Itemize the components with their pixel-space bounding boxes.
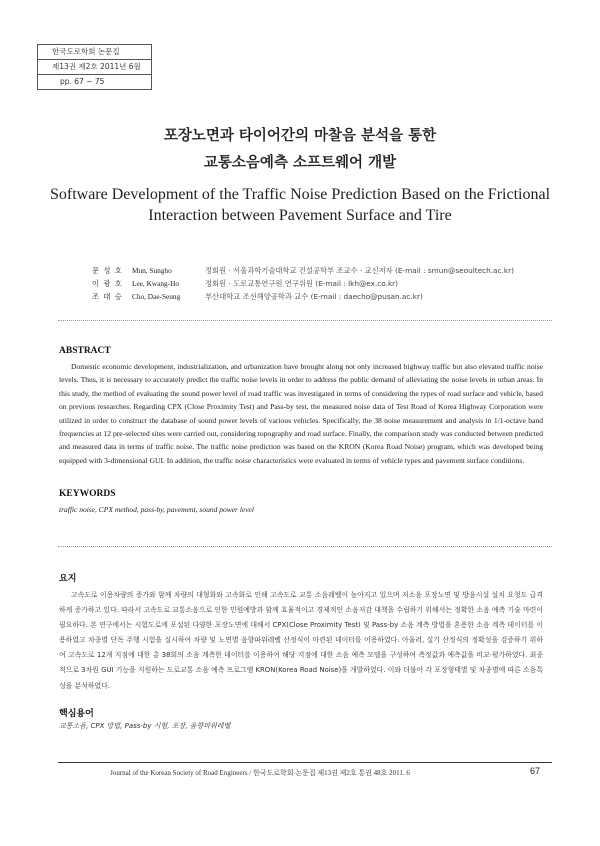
abstract-text: Domestic economic development, industrialization, and urbanization have brought along not only increased highway traffic but also elevated traffic noise levels. Thus, it is necessary to accurately predict the traffic noise levels in order to address the public demand of alleviating the noise levels in urban areas. In this study, the method of evaluating the sound power level of road traffic was investigated in terms of considering the types of road surface and vehicle, based on previous researches. Regarding CPX (Close Proximity Test) and Pass-by test, the measured noise data of Test Road of Korea Highway Corporation were utilized in order to construct the database of sound power levels of various vehicles. Specifically, the 38 noise measurement and analysis in 1/1-octave band frequencies at 12 pre-selected sites were carried out, considering topography and road surface. Finally, the comparison study was conducted between predicted and measured data in terms of traffic noise. The traffic noise prediction was based on the KRON (Korea Road Noise) program, which was developed being equipped with 3-dimensional GUI. In addition, the traffic noise characteristics were evaluated in terms of vehicle types and pavement surface conditions. <box>59 362 543 465</box>
title-english-line1: Software Development of the Traffic Noise Prediction Based on the Frictional <box>49 186 551 203</box>
title-korean-line1: 포장노면과 타이어간의 마찰음 분석을 통한 <box>163 128 437 144</box>
author-name-ko: 조 대 승 <box>92 292 123 301</box>
page-number: 67 <box>530 766 541 776</box>
author-affiliation: 정회원 · 서울과학기술대학교 건설공학부 조교수 · 교신저자 (E-mail : smun@seoultech.ac.kr) <box>205 266 514 275</box>
author-name-ko: 이 광 호 <box>92 279 123 288</box>
author-row <box>0 279 600 292</box>
author-name-ko: 문 성 호 <box>92 266 123 275</box>
keywords-heading: KEYWORDS <box>59 489 116 499</box>
journal-name: 한국도로학회 논문집 <box>38 45 151 60</box>
divider <box>58 320 552 321</box>
keywords-ko-heading: 핵심용어 <box>59 709 94 719</box>
keywords-ko-text: 교통소음, CPX 방법, Pass-by 시험, 포장, 음향파워레벨 <box>59 722 231 730</box>
author-row <box>0 292 600 305</box>
author-name-en: Cho, Dae-Seung <box>132 292 181 301</box>
title-english-line2: Interaction between Pavement Surface and Tire <box>148 207 452 224</box>
divider <box>58 546 552 547</box>
author-name-en: Lee, Kwang-Ho <box>132 279 180 288</box>
author-affiliation: 부산대학교 조선해양공학과 교수 (E-mail : daecho@pusan.ac.kr) <box>205 292 423 301</box>
yoji-text: 고속도로 이용차량의 증가와 함께 차량의 대형화와 고속화로 인해 고속도로 교통 소음레벨이 높아지고 있으며 저소음 포장노면 및 방음시설 설치 요청도 급격하게 증가하고 있다. 따라서 고속도로 교통소음으로 인한 민원예방과 함께 효율적이고 경제적인 소음저감 대책을 수립하기 위해서는 정확한 소음 예측 기술 마련이 필요하다. 본 연구에서는 시험도로에 포설된 다양한 포장노면에 대해서 CPX(Close Proximity Test) 및 Pass-by 소음 계측 방법을 혼용한 소음 계측 데이터를 이용하였고 차종별 단독 주행 시험을 실시하여 차량 및 노면별 음향파워레벨 산정식이 마련된 데이터를 이용하였다. 아울러, 실기 산정식의 정확성을 검증하기 위하여 고속도로 12개 지점에 대한 총 38회의 소음 계측한 데이터를 이용하여 해당 지점에 대한 소음 예측 모델을 구성하여 측정값과 예측값을 비교·평가하였다. 최종적으로 3차원 GUI 기능을 지원하는 도로교통 소음 예측 프로그램 KRON(Korea Road Noise)을 개발하였다. 이와 더불어 각 포장형태별 및 차종별에 따른 소음특성을 분석하였다. <box>59 591 543 690</box>
author-name-en: Mun, Sungho <box>132 266 172 275</box>
keywords-text: traffic noise, CPX method, pass-by, pavement, sound power level <box>59 505 254 514</box>
abstract-heading: ABSTRACT <box>59 346 111 356</box>
journal-info-box <box>37 44 152 90</box>
author-row <box>0 266 600 279</box>
footer-rule <box>58 762 552 763</box>
journal-volume: 제13권 제2호 2011년 6월 <box>38 60 151 75</box>
footer-citation: Journal of the Korean Society of Road Engineers / 한국도로학회 논문집 제13권 제2호 통권 48호 2011. 6 <box>110 769 410 777</box>
author-affiliation: 정회원 · 도로교통연구원 연구위원 (E-mail : lkh@ex.co.kr) <box>205 279 399 288</box>
yoji-heading: 요지 <box>59 574 77 584</box>
journal-pages: pp. 67 ~ 75 <box>60 77 105 86</box>
title-korean-line2: 교통소음예측 소프트웨어 개발 <box>203 155 397 171</box>
